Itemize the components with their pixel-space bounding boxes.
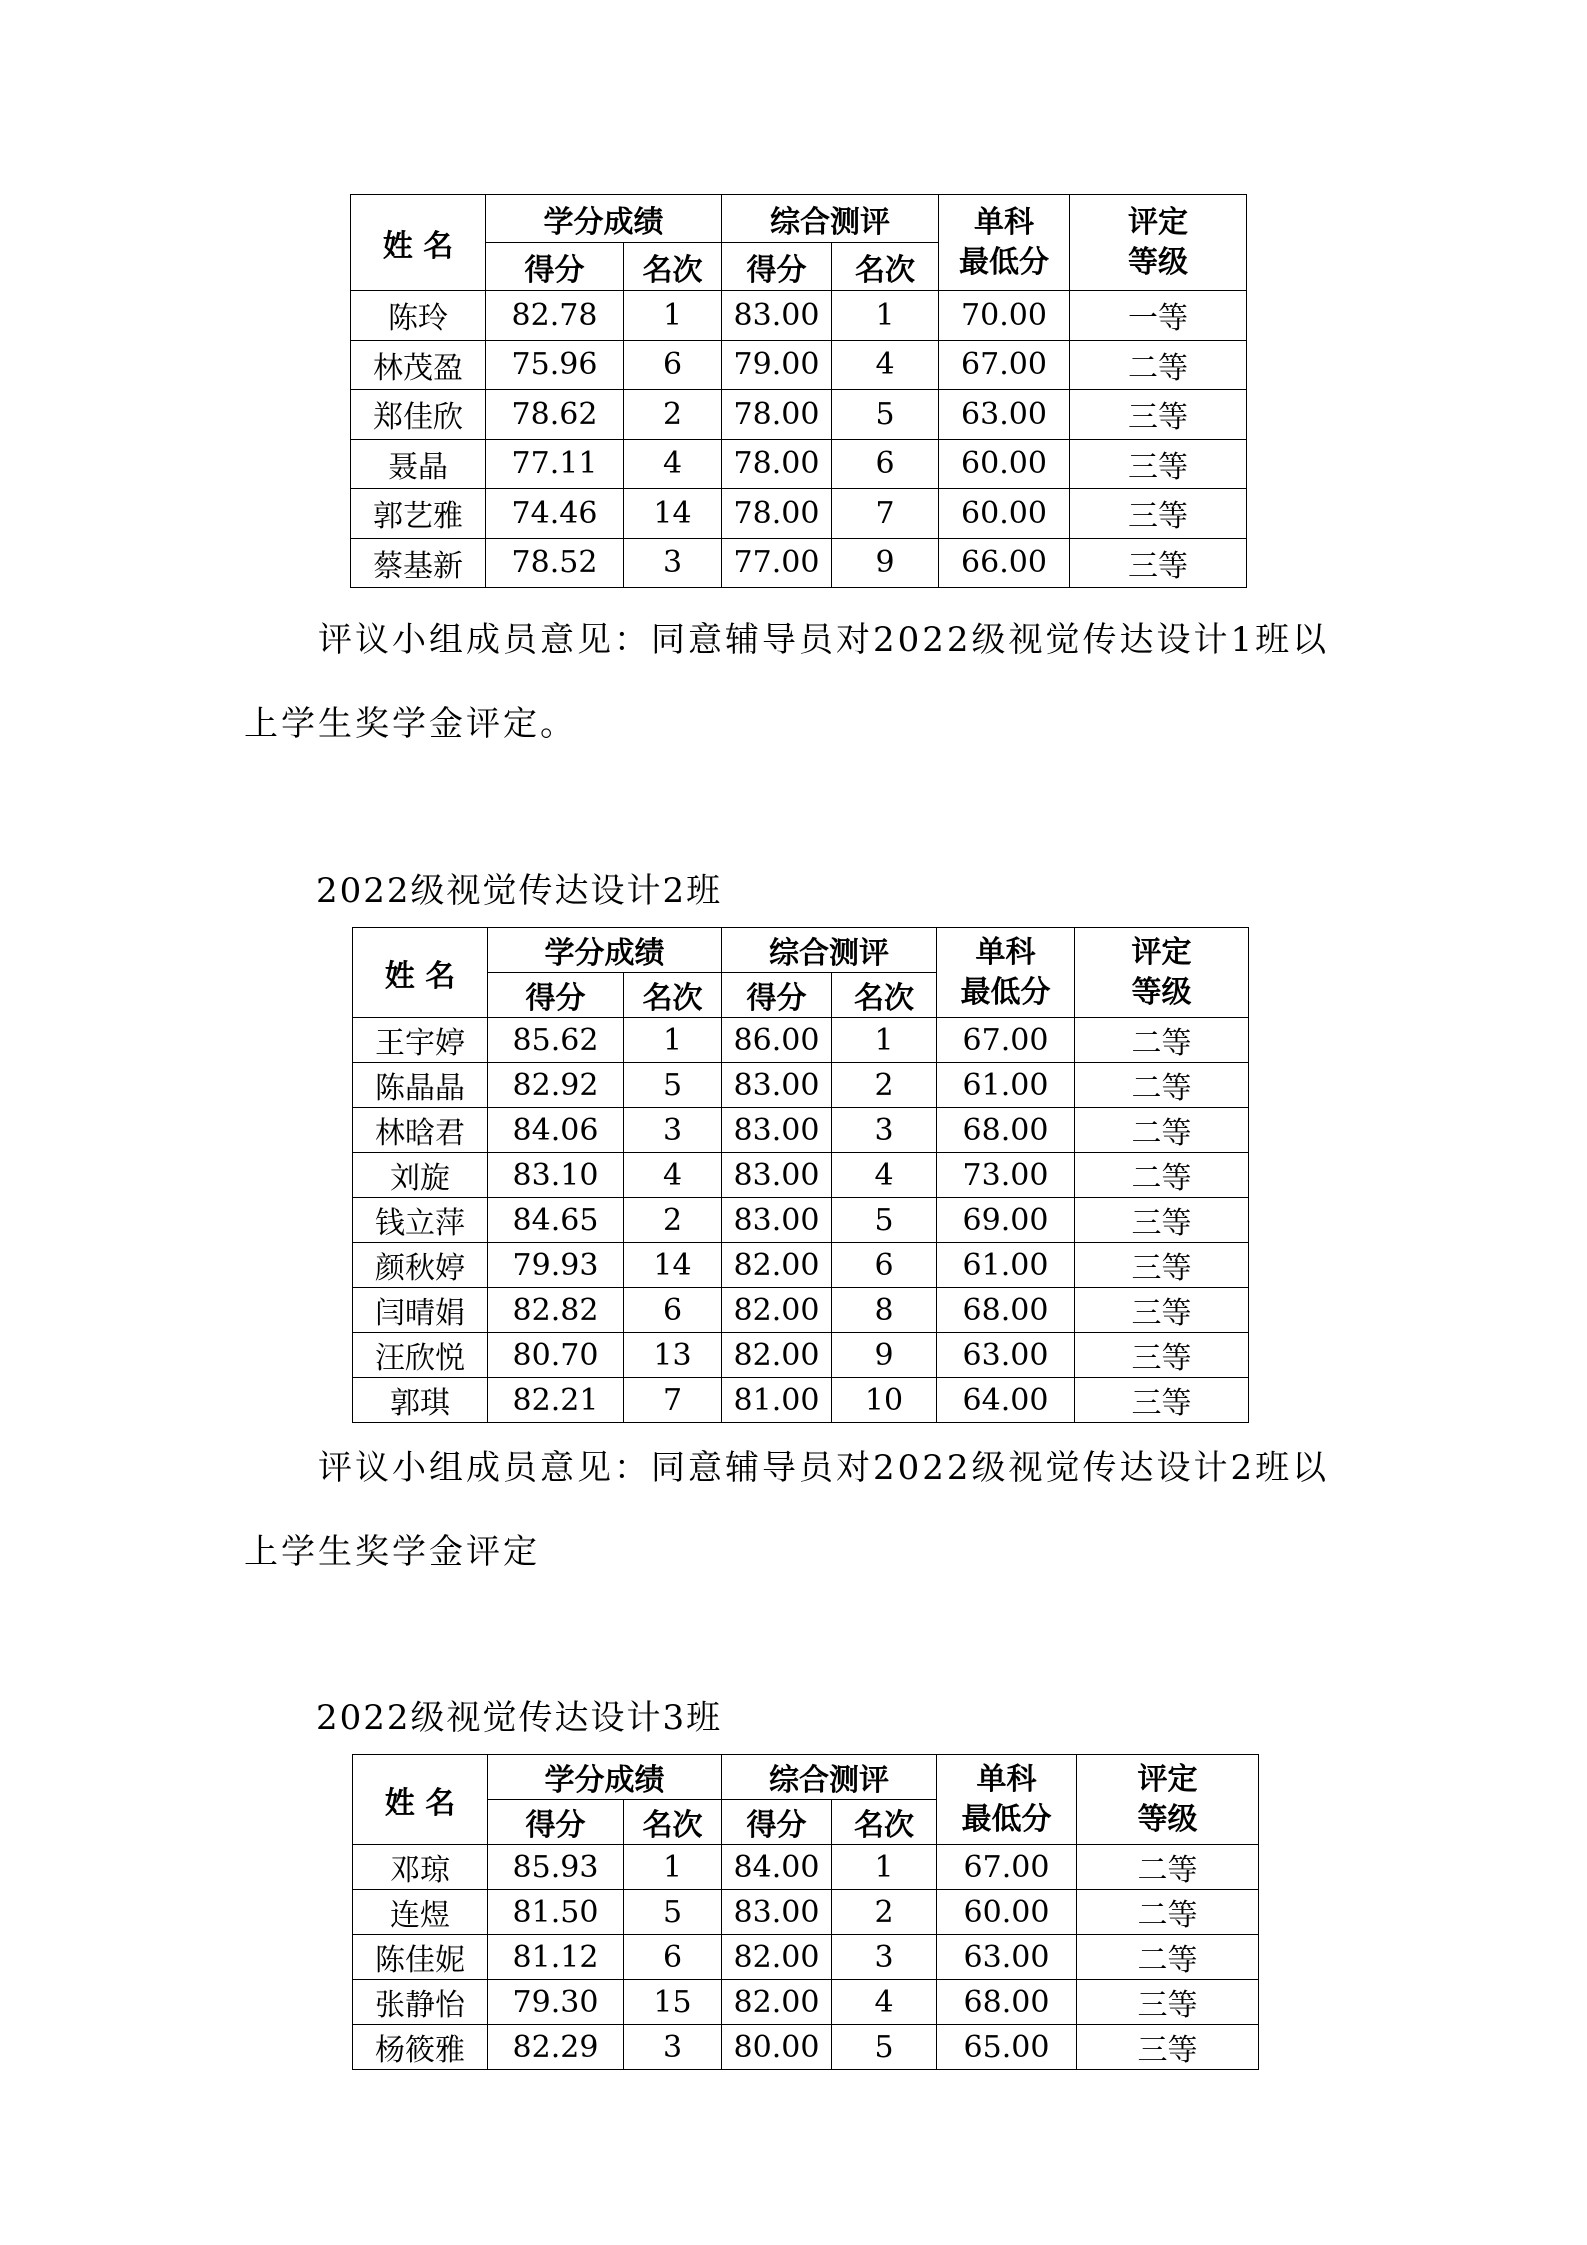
cell-eval-score: 81.00: [722, 1378, 832, 1423]
cell-eval-rank: 9: [832, 538, 939, 588]
cell-grade: 三等: [1077, 2025, 1259, 2070]
table-row: [353, 1018, 1249, 1063]
cell-credit-score: 78.62: [486, 390, 624, 440]
cell-grade: 一等: [1070, 291, 1247, 341]
cell-credit-score: 82.92: [488, 1063, 624, 1108]
cell-min: 60.00: [939, 489, 1070, 539]
table-row: [351, 538, 1247, 588]
cell-credit-score: 83.10: [488, 1153, 624, 1198]
cell-eval-score: 82.00: [722, 1333, 832, 1378]
header-credit-score: 得分: [486, 243, 624, 291]
cell-grade: 三等: [1075, 1288, 1249, 1333]
cell-grade: 三等: [1075, 1378, 1249, 1423]
cell-eval-rank: 2: [832, 1063, 937, 1108]
cell-grade: 三等: [1077, 1980, 1259, 2025]
cell-eval-rank: 1: [832, 1018, 937, 1063]
header-grade: 评定 等级: [1075, 928, 1249, 1018]
cell-eval-score: 78.00: [722, 390, 832, 440]
table-row: [353, 1108, 1249, 1153]
cell-eval-score: 83.00: [722, 291, 832, 341]
header-credit: 学分成绩: [488, 1755, 722, 1800]
table-row: [351, 291, 1247, 341]
cell-eval-score: 82.00: [722, 1980, 832, 2025]
header-credit-rank: 名次: [624, 243, 722, 291]
cell-eval-rank: 2: [832, 1890, 937, 1935]
table-row: [353, 1198, 1249, 1243]
cell-min: 68.00: [937, 1108, 1075, 1153]
cell-name: 陈佳妮: [353, 1935, 488, 1980]
cell-min: 60.00: [939, 439, 1070, 489]
cell-credit-rank: 3: [624, 538, 722, 588]
cell-eval-rank: 8: [832, 1288, 937, 1333]
cell-eval-score: 83.00: [722, 1153, 832, 1198]
cell-credit-rank: 3: [624, 2025, 722, 2070]
cell-credit-rank: 14: [624, 1243, 722, 1288]
cell-name: 连煜: [353, 1890, 488, 1935]
cell-grade: 三等: [1075, 1198, 1249, 1243]
cell-name: 张静怡: [353, 1980, 488, 2025]
table-row: [353, 1288, 1249, 1333]
cell-eval-score: 83.00: [722, 1198, 832, 1243]
opinion2-line1: 评议小组成员意见：同意辅导员对2022级视觉传达设计2班以: [318, 1448, 1330, 1488]
cell-credit-rank: 6: [624, 1935, 722, 1980]
cell-credit-score: 78.52: [486, 538, 624, 588]
cell-credit-score: 79.93: [488, 1243, 624, 1288]
cell-min: 68.00: [937, 1980, 1077, 2025]
class3-scholarship-table: [352, 1754, 1259, 2070]
table-row: [353, 1063, 1249, 1108]
cell-credit-score: 84.06: [488, 1108, 624, 1153]
cell-credit-score: 82.82: [488, 1288, 624, 1333]
cell-eval-rank: 5: [832, 2025, 937, 2070]
opinion2-line2: 上学生奖学金评定: [244, 1532, 540, 1572]
cell-name: 郑佳欣: [351, 390, 486, 440]
cell-name: 刘旋: [353, 1153, 488, 1198]
cell-credit-rank: 2: [624, 1198, 722, 1243]
cell-name: 王宇婷: [353, 1018, 488, 1063]
cell-name: 汪欣悦: [353, 1333, 488, 1378]
cell-eval-rank: 6: [832, 1243, 937, 1288]
cell-credit-score: 75.96: [486, 340, 624, 390]
class2-scholarship-table: [352, 927, 1249, 1423]
cell-eval-rank: 7: [832, 489, 939, 539]
table-row: [353, 1935, 1259, 1980]
header-eval-score: 得分: [722, 243, 832, 291]
cell-eval-score: 77.00: [722, 538, 832, 588]
cell-eval-rank: 5: [832, 1198, 937, 1243]
cell-grade: 三等: [1070, 538, 1247, 588]
cell-credit-score: 79.30: [488, 1980, 624, 2025]
header-name: 姓 名: [353, 928, 488, 1018]
cell-name: 邓琼: [353, 1845, 488, 1890]
cell-name: 陈玲: [351, 291, 486, 341]
cell-min: 67.00: [937, 1018, 1075, 1063]
cell-name: 聂晶: [351, 439, 486, 489]
cell-credit-score: 77.11: [486, 439, 624, 489]
cell-credit-score: 85.93: [488, 1845, 624, 1890]
cell-grade: 二等: [1075, 1018, 1249, 1063]
cell-credit-score: 85.62: [488, 1018, 624, 1063]
header-eval-rank: 名次: [832, 973, 937, 1018]
cell-credit-rank: 13: [624, 1333, 722, 1378]
cell-credit-score: 74.46: [486, 489, 624, 539]
cell-credit-rank: 15: [624, 1980, 722, 2025]
table-row: [351, 340, 1247, 390]
cell-min: 63.00: [939, 390, 1070, 440]
cell-credit-rank: 4: [624, 1153, 722, 1198]
cell-eval-score: 78.00: [722, 489, 832, 539]
header-overall: 综合测评: [722, 928, 937, 973]
cell-credit-score: 82.78: [486, 291, 624, 341]
header-credit-score: 得分: [488, 1800, 624, 1845]
cell-min: 60.00: [937, 1890, 1077, 1935]
header-eval-score: 得分: [722, 973, 832, 1018]
header-eval-score: 得分: [722, 1800, 832, 1845]
header-credit-rank: 名次: [624, 973, 722, 1018]
table-row: [353, 1890, 1259, 1935]
cell-eval-score: 82.00: [722, 1243, 832, 1288]
header-overall: 综合测评: [722, 1755, 937, 1800]
cell-credit-score: 81.12: [488, 1935, 624, 1980]
cell-min: 63.00: [937, 1935, 1077, 1980]
cell-name: 郭琪: [353, 1378, 488, 1423]
table-row: [351, 390, 1247, 440]
cell-eval-rank: 1: [832, 1845, 937, 1890]
cell-min: 70.00: [939, 291, 1070, 341]
cell-credit-rank: 5: [624, 1063, 722, 1108]
cell-min: 69.00: [937, 1198, 1075, 1243]
header-credit-score: 得分: [488, 973, 624, 1018]
header-name: 姓 名: [353, 1755, 488, 1845]
cell-credit-rank: 1: [624, 291, 722, 341]
cell-min: 61.00: [937, 1243, 1075, 1288]
class1-scholarship-table: [350, 194, 1247, 588]
cell-credit-rank: 1: [624, 1018, 722, 1063]
header-overall: 综合测评: [722, 195, 939, 243]
cell-eval-score: 80.00: [722, 2025, 832, 2070]
cell-eval-rank: 4: [832, 1980, 937, 2025]
header-credit-rank: 名次: [624, 1800, 722, 1845]
cell-eval-score: 83.00: [722, 1108, 832, 1153]
cell-eval-rank: 3: [832, 1935, 937, 1980]
cell-name: 颜秋婷: [353, 1243, 488, 1288]
cell-credit-rank: 4: [624, 439, 722, 489]
header-min-score: 单科 最低分: [939, 195, 1070, 291]
cell-eval-rank: 9: [832, 1333, 937, 1378]
cell-eval-rank: 1: [832, 291, 939, 341]
header-credit: 学分成绩: [488, 928, 722, 973]
cell-min: 68.00: [937, 1288, 1075, 1333]
cell-name: 陈晶晶: [353, 1063, 488, 1108]
table-row: [353, 1378, 1249, 1423]
cell-grade: 二等: [1077, 1890, 1259, 1935]
cell-name: 闫晴娟: [353, 1288, 488, 1333]
header-grade: 评定 等级: [1070, 195, 1247, 291]
table-row: [351, 439, 1247, 489]
header-grade: 评定 等级: [1077, 1755, 1259, 1845]
cell-eval-rank: 6: [832, 439, 939, 489]
cell-credit-score: 82.29: [488, 2025, 624, 2070]
opinion1-line2: 上学生奖学金评定。: [244, 704, 577, 744]
table-row: [353, 1333, 1249, 1378]
cell-credit-rank: 6: [624, 340, 722, 390]
table-row: [353, 1845, 1259, 1890]
table-row: [351, 489, 1247, 539]
cell-min: 73.00: [937, 1153, 1075, 1198]
cell-credit-rank: 5: [624, 1890, 722, 1935]
cell-name: 郭艺雅: [351, 489, 486, 539]
cell-min: 61.00: [937, 1063, 1075, 1108]
header-eval-rank: 名次: [832, 1800, 937, 1845]
cell-eval-rank: 10: [832, 1378, 937, 1423]
header-min-score: 单科 最低分: [937, 928, 1075, 1018]
cell-grade: 三等: [1070, 489, 1247, 539]
cell-eval-score: 83.00: [722, 1063, 832, 1108]
cell-grade: 二等: [1077, 1845, 1259, 1890]
cell-name: 蔡基新: [351, 538, 486, 588]
cell-eval-score: 79.00: [722, 340, 832, 390]
table-row: [353, 2025, 1259, 2070]
cell-min: 67.00: [937, 1845, 1077, 1890]
cell-eval-rank: 3: [832, 1108, 937, 1153]
table-row: [353, 1980, 1259, 2025]
cell-min: 67.00: [939, 340, 1070, 390]
class2-caption: 2022级视觉传达设计2班: [316, 871, 723, 911]
cell-min: 66.00: [939, 538, 1070, 588]
cell-name: 林晗君: [353, 1108, 488, 1153]
cell-credit-score: 81.50: [488, 1890, 624, 1935]
cell-eval-rank: 4: [832, 1153, 937, 1198]
cell-eval-score: 82.00: [722, 1288, 832, 1333]
cell-grade: 二等: [1075, 1153, 1249, 1198]
opinion1-line1: 评议小组成员意见：同意辅导员对2022级视觉传达设计1班以: [318, 620, 1330, 660]
cell-grade: 三等: [1075, 1243, 1249, 1288]
cell-eval-score: 82.00: [722, 1935, 832, 1980]
cell-eval-score: 84.00: [722, 1845, 832, 1890]
cell-eval-score: 83.00: [722, 1890, 832, 1935]
cell-grade: 三等: [1070, 390, 1247, 440]
cell-credit-rank: 2: [624, 390, 722, 440]
class3-caption: 2022级视觉传达设计3班: [316, 1698, 723, 1738]
cell-min: 65.00: [937, 2025, 1077, 2070]
cell-credit-rank: 7: [624, 1378, 722, 1423]
cell-credit-rank: 1: [624, 1845, 722, 1890]
table-row: [353, 1243, 1249, 1288]
header-min-score: 单科 最低分: [937, 1755, 1077, 1845]
cell-grade: 二等: [1075, 1108, 1249, 1153]
cell-min: 63.00: [937, 1333, 1075, 1378]
cell-credit-rank: 14: [624, 489, 722, 539]
cell-credit-score: 82.21: [488, 1378, 624, 1423]
cell-name: 杨筱雅: [353, 2025, 488, 2070]
cell-eval-rank: 5: [832, 390, 939, 440]
cell-min: 64.00: [937, 1378, 1075, 1423]
cell-grade: 二等: [1075, 1063, 1249, 1108]
cell-eval-score: 86.00: [722, 1018, 832, 1063]
cell-eval-rank: 4: [832, 340, 939, 390]
cell-eval-score: 78.00: [722, 439, 832, 489]
cell-grade: 二等: [1070, 340, 1247, 390]
cell-name: 钱立萍: [353, 1198, 488, 1243]
header-credit: 学分成绩: [486, 195, 722, 243]
cell-grade: 二等: [1077, 1935, 1259, 1980]
cell-credit-score: 84.65: [488, 1198, 624, 1243]
cell-name: 林茂盈: [351, 340, 486, 390]
header-eval-rank: 名次: [832, 243, 939, 291]
table-row: [353, 1153, 1249, 1198]
header-name: 姓 名: [351, 195, 486, 291]
cell-grade: 三等: [1070, 439, 1247, 489]
cell-credit-rank: 6: [624, 1288, 722, 1333]
cell-credit-rank: 3: [624, 1108, 722, 1153]
cell-grade: 三等: [1075, 1333, 1249, 1378]
cell-credit-score: 80.70: [488, 1333, 624, 1378]
